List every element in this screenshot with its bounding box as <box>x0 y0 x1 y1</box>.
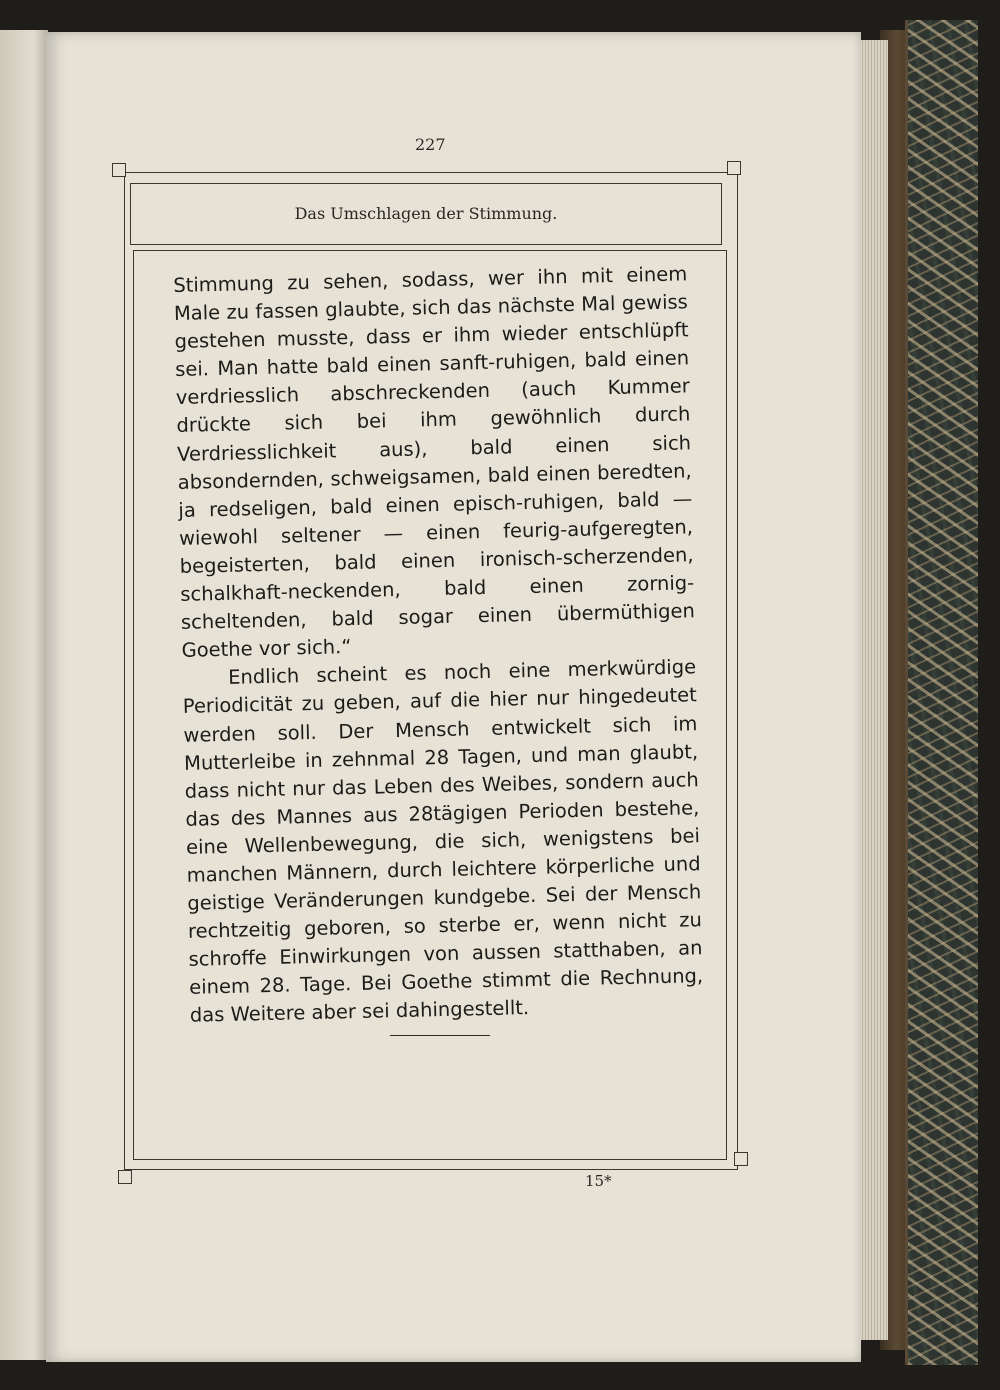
page-number: 227 <box>415 135 446 154</box>
running-head-box <box>130 183 722 245</box>
paragraph: Stimmung zu sehen, sodass, wer ihn mit einem Male zu fassen glaubte, sich das nächste Mal gewiss gestehen musste, dass er ihm wieder entschlüpft sei. Man hatte bald einen sanft-ruhigen, bald einen verdriesslich abschreckenden (auch Kummer drückte sich bei ihm gewöhnlich durch Verdriesslichkeit aus), bald einen sich absondernden, schweigsamen, bald einen beredten, ja redseligen, bald einen episch-ruhigen, bald — wiewohl seltener — einen feurig-aufgeregten, begeisterten, bald einen ironisch-scherzenden, schalkhaft-neckenden, bald einen zornig-scheltenden, bald sogar einen übermüthigen Goethe vor sich.“ <box>173 262 696 663</box>
facing-page-edge <box>0 30 48 1360</box>
marbled-cover <box>905 20 978 1365</box>
frame-corner-bottom-right <box>734 1152 748 1166</box>
signature-mark: 15* <box>585 1172 612 1190</box>
paragraph: Endlich scheint es noch eine merkwürdige Periodicität zu geben, auf die hier nur hingedeutet werden soll. Der Mensch entwickelt sich im Mutterleibe in zehnmal 28 Tagen, und man glaubt, dass nicht nur das Leben des Weibes, sondern auch das des Mannes aus 28tägigen Perioden bestehe, eine Wellenbewegung, die sich, wenigstens bei manchen Männern, durch leichtere körperliche und geistige Veränderungen kundgebe. Sei der Mensch rechtzeitig geboren, so sterbe er, wenn nicht zu schroffe Einwirkungen von aussen statthaben, an einem 28. Tage. Bei Goethe stimmt die Rechnung, das Weitere aber sei dahingestellt. <box>182 655 704 1028</box>
frame-corner-bottom-left <box>118 1170 132 1184</box>
running-head: Das Umschlagen der Stimmung. <box>294 204 558 223</box>
frame-corner-top-right <box>727 161 741 175</box>
body-text <box>173 260 704 1030</box>
frame-corner-top-left <box>112 163 126 177</box>
end-rule <box>390 1035 490 1036</box>
